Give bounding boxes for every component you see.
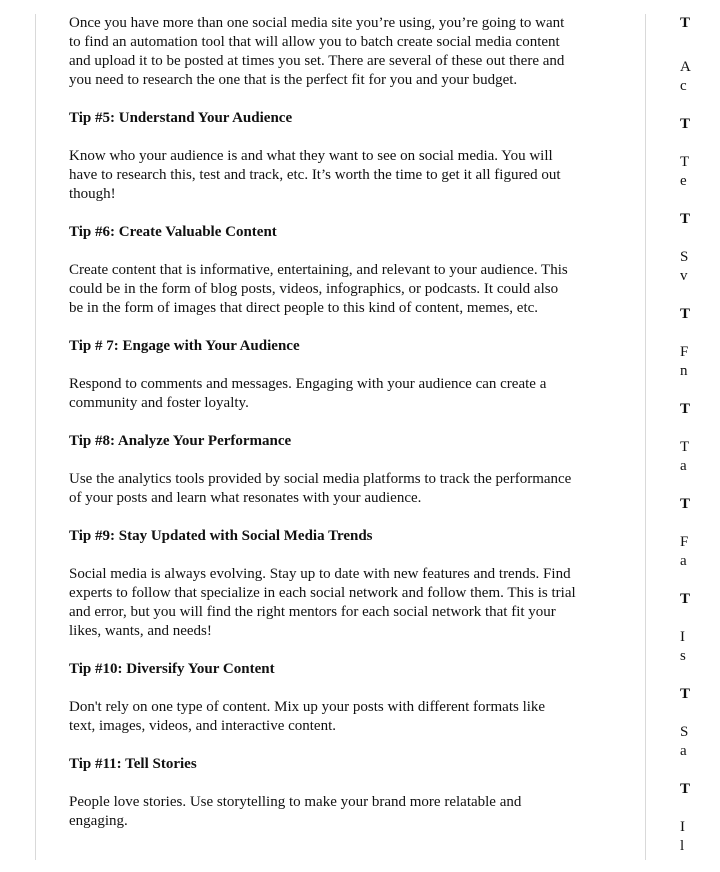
clipped-text-fragment: s — [680, 648, 686, 664]
clipped-text-fragment: a — [680, 458, 687, 474]
body-paragraph: Use the analytics tools provided by social media platforms to track the performance of your posts and learn what resonates with your audience. — [69, 471, 572, 506]
body-paragraph: Once you have more than one social media site you’re using, you’re going to want to find an automation tool that will allow you to batch create social media content and upload it to be posted at times you set. There are several of these out there and you need to research the one that is the perfect fit for you and your budget. — [69, 15, 565, 88]
section-heading: Tip #10: Diversify Your Content — [69, 661, 275, 677]
section-heading: Tip #8: Analyze Your Performance — [69, 433, 292, 449]
clipped-text-fragment: I — [680, 629, 685, 645]
section-heading: Tip #5: Understand Your Audience — [69, 110, 293, 126]
section-heading: Tip #11: Tell Stories — [69, 756, 197, 772]
clipped-heading-fragment: T — [680, 496, 691, 512]
clipped-heading-fragment: T — [680, 211, 691, 227]
page-border-left — [35, 14, 36, 860]
clipped-text-fragment: F — [680, 534, 689, 550]
section-heading: Tip #6: Create Valuable Content — [69, 224, 277, 240]
page-border-right — [645, 14, 646, 860]
section-heading: Tip # 7: Engage with Your Audience — [69, 338, 300, 354]
clipped-heading-fragment: T — [680, 306, 691, 322]
clipped-text-fragment: c — [680, 78, 687, 94]
document-page-left — [69, 14, 641, 850]
clipped-text-fragment: S — [680, 249, 689, 265]
clipped-text-fragment: n — [680, 363, 688, 379]
section-heading: Tip #9: Stay Updated with Social Media Trends — [69, 528, 373, 544]
clipped-text-fragment: l — [680, 838, 685, 854]
clipped-heading-fragment: T — [680, 686, 691, 702]
clipped-heading-fragment: T — [680, 401, 691, 417]
body-paragraph: People love stories. Use storytelling to make your brand more relatable and engaging. — [69, 794, 522, 829]
clipped-text-fragment: F — [680, 344, 689, 360]
clipped-text-fragment: T — [680, 439, 690, 455]
clipped-heading-fragment: T — [680, 591, 691, 607]
clipped-text-fragment: a — [680, 553, 687, 569]
body-paragraph: Create content that is informative, entertaining, and relevant to your audience. This could be in the form of blog posts, videos, infographics, or podcasts. It could also be in the form of images that direct people to this kind of content, memes, etc. — [69, 262, 568, 316]
body-paragraph: Don't rely on one type of content. Mix up your posts with different formats like text, images, videos, and interactive content. — [69, 699, 546, 734]
clipped-text-fragment: T — [680, 154, 690, 170]
clipped-heading-fragment: T — [680, 116, 691, 132]
body-paragraph: Know who your audience is and what they want to see on social media. You will have to research this, test and track, etc. It’s worth the time to get it all figured out though! — [69, 148, 561, 202]
clipped-text-fragment: I — [680, 819, 685, 835]
clipped-heading-fragment: T — [680, 781, 691, 797]
clipped-text-fragment: S — [680, 724, 689, 740]
body-paragraph: Respond to comments and messages. Engaging with your audience can create a community and foster loyalty. — [69, 376, 547, 411]
clipped-text-fragment: v — [680, 268, 688, 284]
clipped-text-fragment: a — [680, 743, 687, 759]
clipped-text-fragment: A — [680, 59, 691, 75]
clipped-text-fragment: e — [680, 173, 687, 189]
clipped-heading-fragment: T — [680, 15, 691, 31]
body-paragraph: Social media is always evolving. Stay up to date with new features and trends. Find experts to follow that specialize in each social network and follow them. This is trial and error, but you will find the right mentors for each social network that fit your likes, wants, and needs! — [69, 566, 576, 639]
